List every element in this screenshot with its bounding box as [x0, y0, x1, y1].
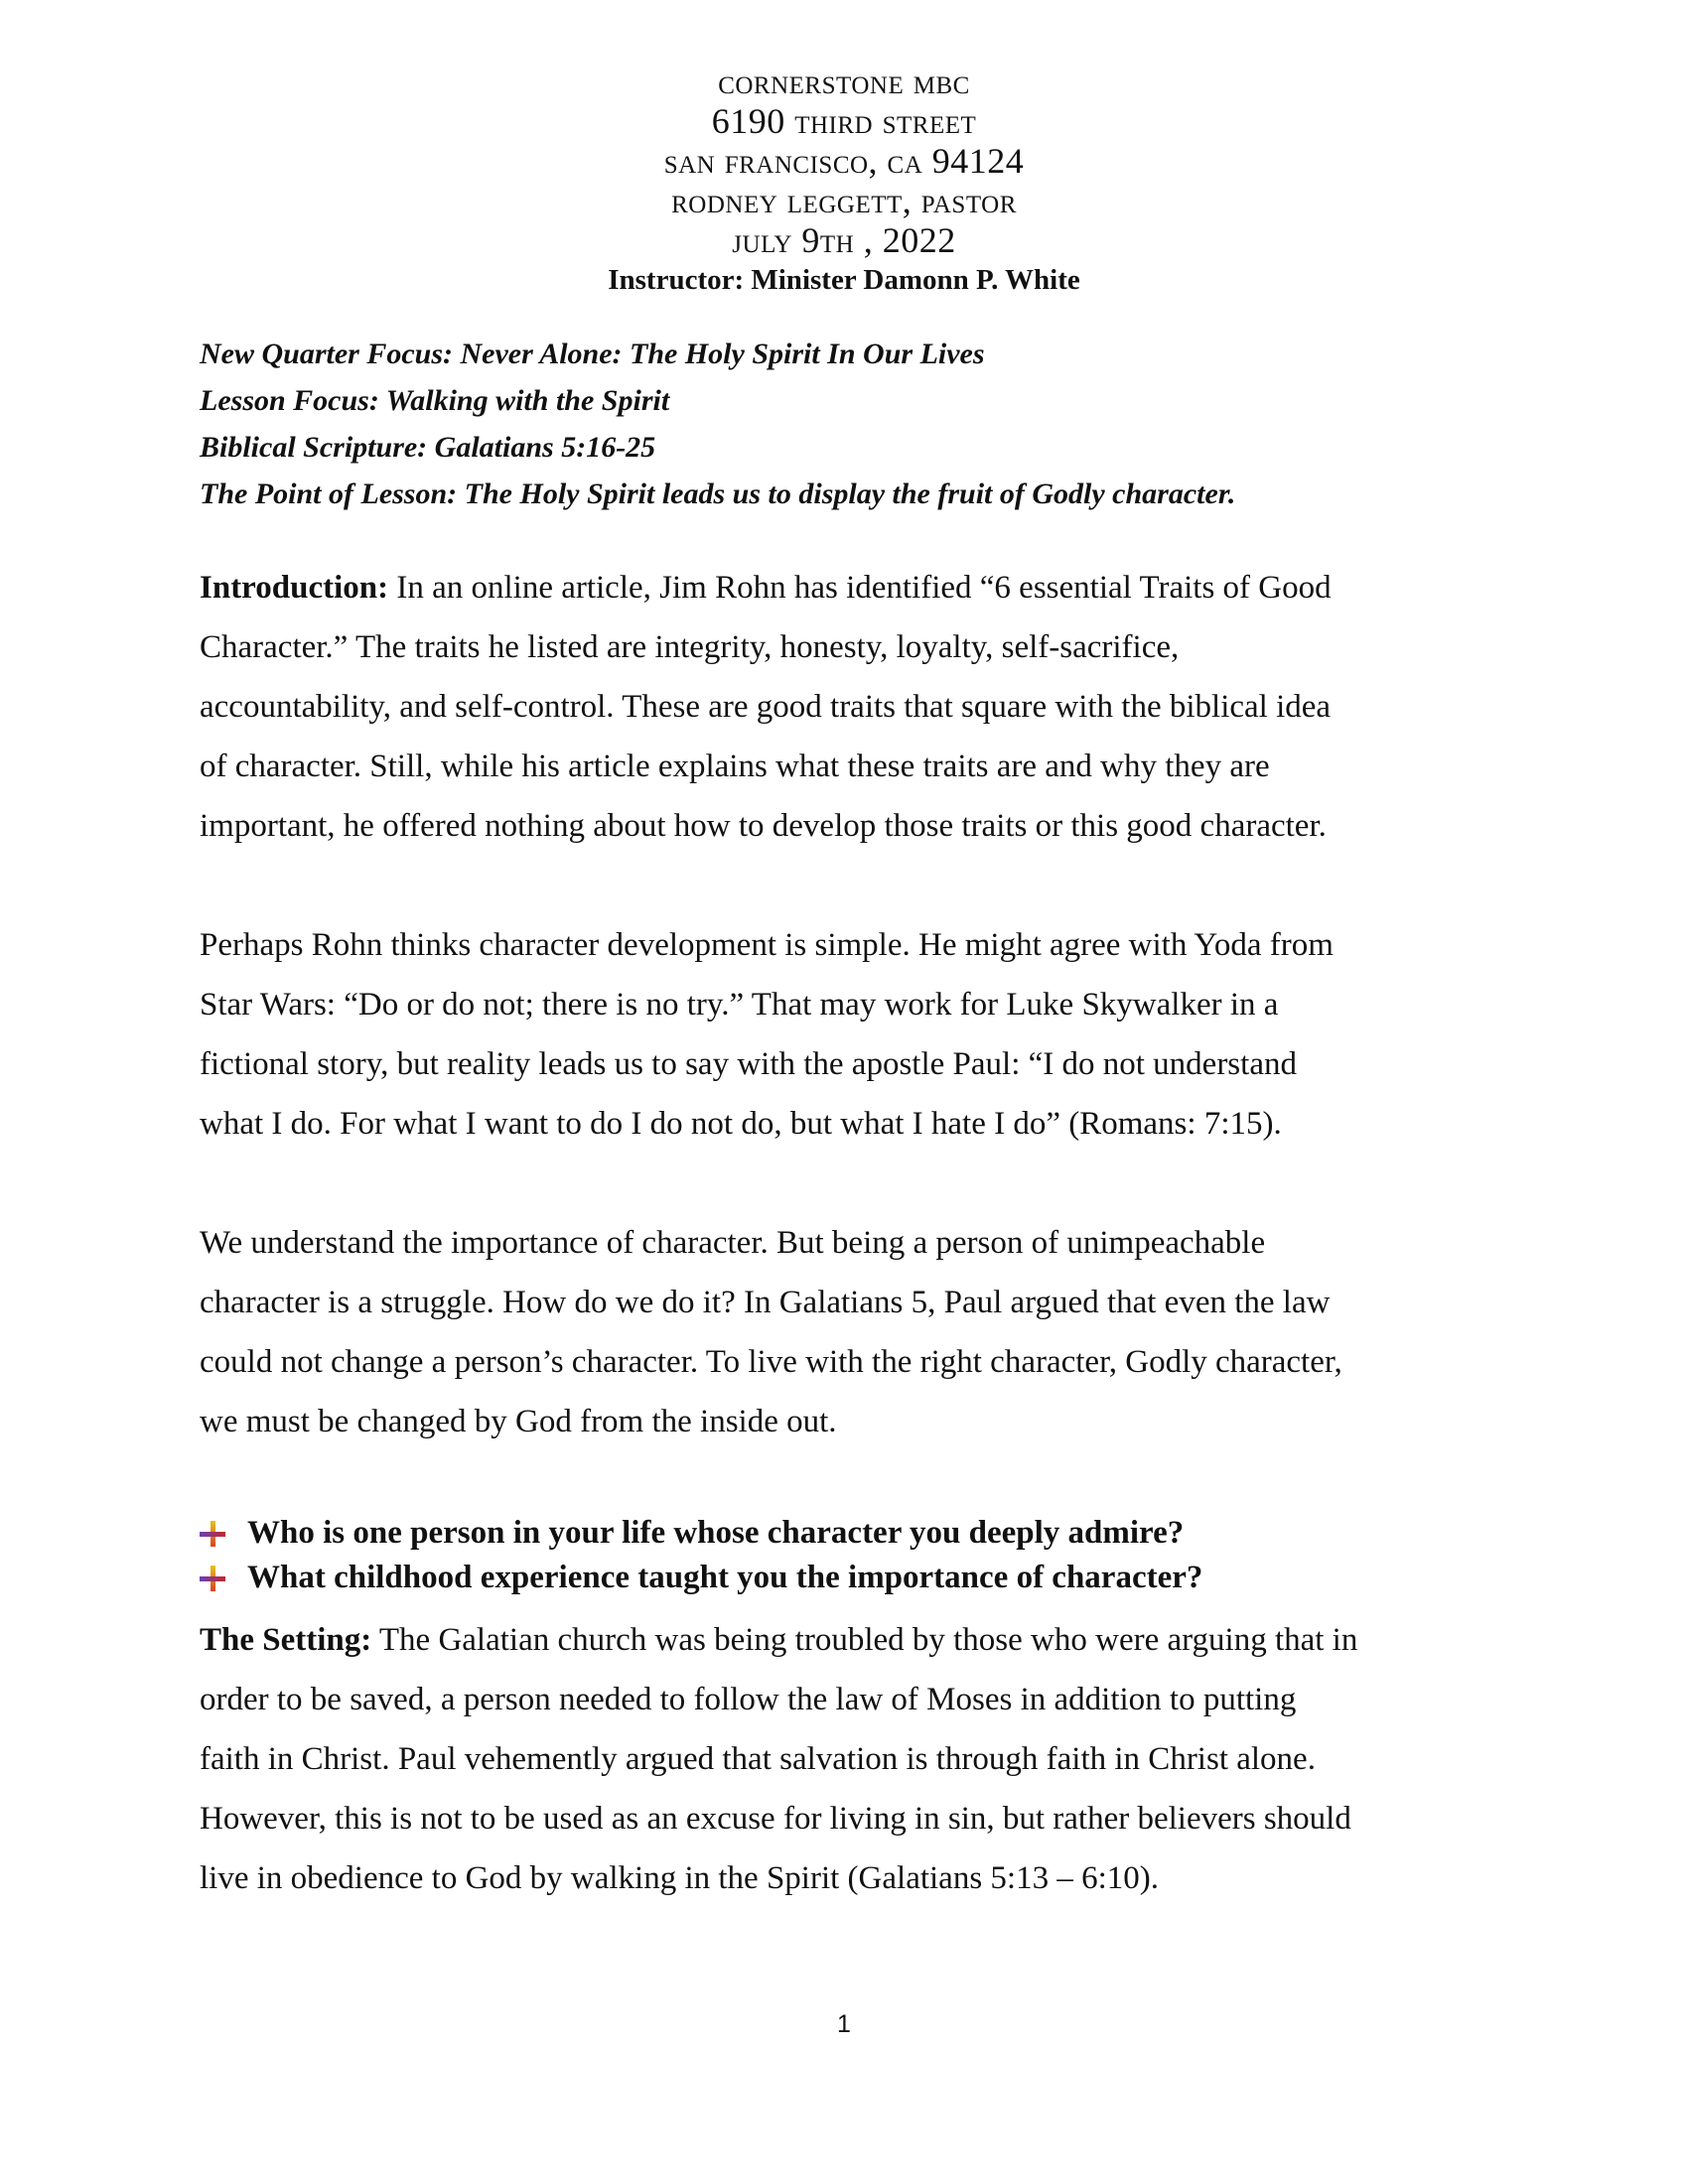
quarter-focus: New Quarter Focus: Never Alone: The Holy Spirit In Our Lives	[200, 338, 985, 370]
paragraph-line: order to be saved, a person needed to follow the law of Moses in addition to putting	[200, 1682, 1297, 1717]
biblical-scripture: Biblical Scripture: Galatians 5:16-25	[200, 431, 656, 464]
point-of-lesson: The Point of Lesson: The Holy Spirit leads us to display the fruit of Godly character.	[200, 478, 1236, 510]
paragraph-line: we must be changed by God from the inside out.	[200, 1404, 837, 1439]
character-paragraph	[200, 1213, 1520, 1451]
paragraph-line: faith in Christ. Paul vehemently argued that salvation is through faith in Christ alone.	[200, 1741, 1316, 1777]
paragraph-line: Star Wars: “Do or do not; there is no try.” That may work for Luke Skywalker in a	[200, 987, 1279, 1023]
discussion-questions	[200, 1511, 1520, 1600]
paragraph-line: accountability, and self-control. These are good traits that square with the biblical idea	[200, 689, 1332, 725]
pastor-name: rodney leggett, pastor	[671, 181, 1017, 220]
paragraph-line: what I do. For what I want to do I do not do, but what I hate I do” (Romans: 7:15).	[200, 1106, 1282, 1142]
lesson-focus-block	[200, 331, 1510, 517]
paragraph-line: important, he offered nothing about how to develop those traits or this good character.	[200, 808, 1327, 844]
paragraph-line: The Setting: The Galatian church was being troubled by those who were arguing that in	[200, 1622, 1358, 1658]
setting-label: The Setting:	[200, 1622, 372, 1658]
introduction-label: Introduction:	[200, 570, 389, 606]
paragraph-line: We understand the importance of character. But being a person of unimpeachable	[200, 1225, 1266, 1261]
lesson-date: july 9th , 2022	[732, 220, 956, 260]
lesson-focus: Lesson Focus: Walking with the Spirit	[200, 384, 670, 417]
paragraph-line: could not change a person’s character. To live with the right character, Godly character,	[200, 1344, 1342, 1380]
introduction-paragraph	[200, 558, 1520, 856]
page-number: 1	[837, 2010, 851, 2038]
church-header	[0, 62, 1688, 300]
question-text: Who is one person in your life whose character you deeply admire?	[247, 1515, 1185, 1551]
paragraph-line: Character.” The traits he listed are integrity, honesty, loyalty, self-sacrifice,	[200, 629, 1180, 665]
cross-bullet-icon	[200, 1566, 225, 1591]
paragraph-line: However, this is not to be used as an excuse for living in sin, but rather believers should	[200, 1801, 1351, 1837]
paragraph-line: fictional story, but reality leads us to say with the apostle Paul: “I do not understand	[200, 1046, 1297, 1082]
question-item	[200, 1511, 1520, 1556]
paragraph-line: live in obedience to God by walking in the Spirit (Galatians 5:13 – 6:10).	[200, 1860, 1159, 1896]
church-street-address: 6190 third street	[711, 101, 977, 141]
instructor-name: Instructor: Minister Damonn P. White	[608, 264, 1080, 296]
cross-bullet-icon	[200, 1521, 225, 1547]
church-name: cornerstone mbc	[718, 62, 970, 101]
rohn-paragraph	[200, 915, 1520, 1154]
paragraph-line: of character. Still, while his article explains what these traits are and why they are	[200, 749, 1270, 784]
question-text: What childhood experience taught you the importance of character?	[247, 1560, 1203, 1595]
setting-paragraph	[200, 1610, 1520, 1908]
paragraph-line: Introduction: In an online article, Jim Rohn has identified “6 essential Traits of Good	[200, 570, 1332, 606]
question-item	[200, 1556, 1520, 1600]
paragraph-line: character is a struggle. How do we do it? In Galatians 5, Paul argued that even the law	[200, 1285, 1331, 1320]
church-city-address: san francisco, ca 94124	[663, 141, 1025, 181]
paragraph-line: Perhaps Rohn thinks character development is simple. He might agree with Yoda from	[200, 927, 1334, 963]
